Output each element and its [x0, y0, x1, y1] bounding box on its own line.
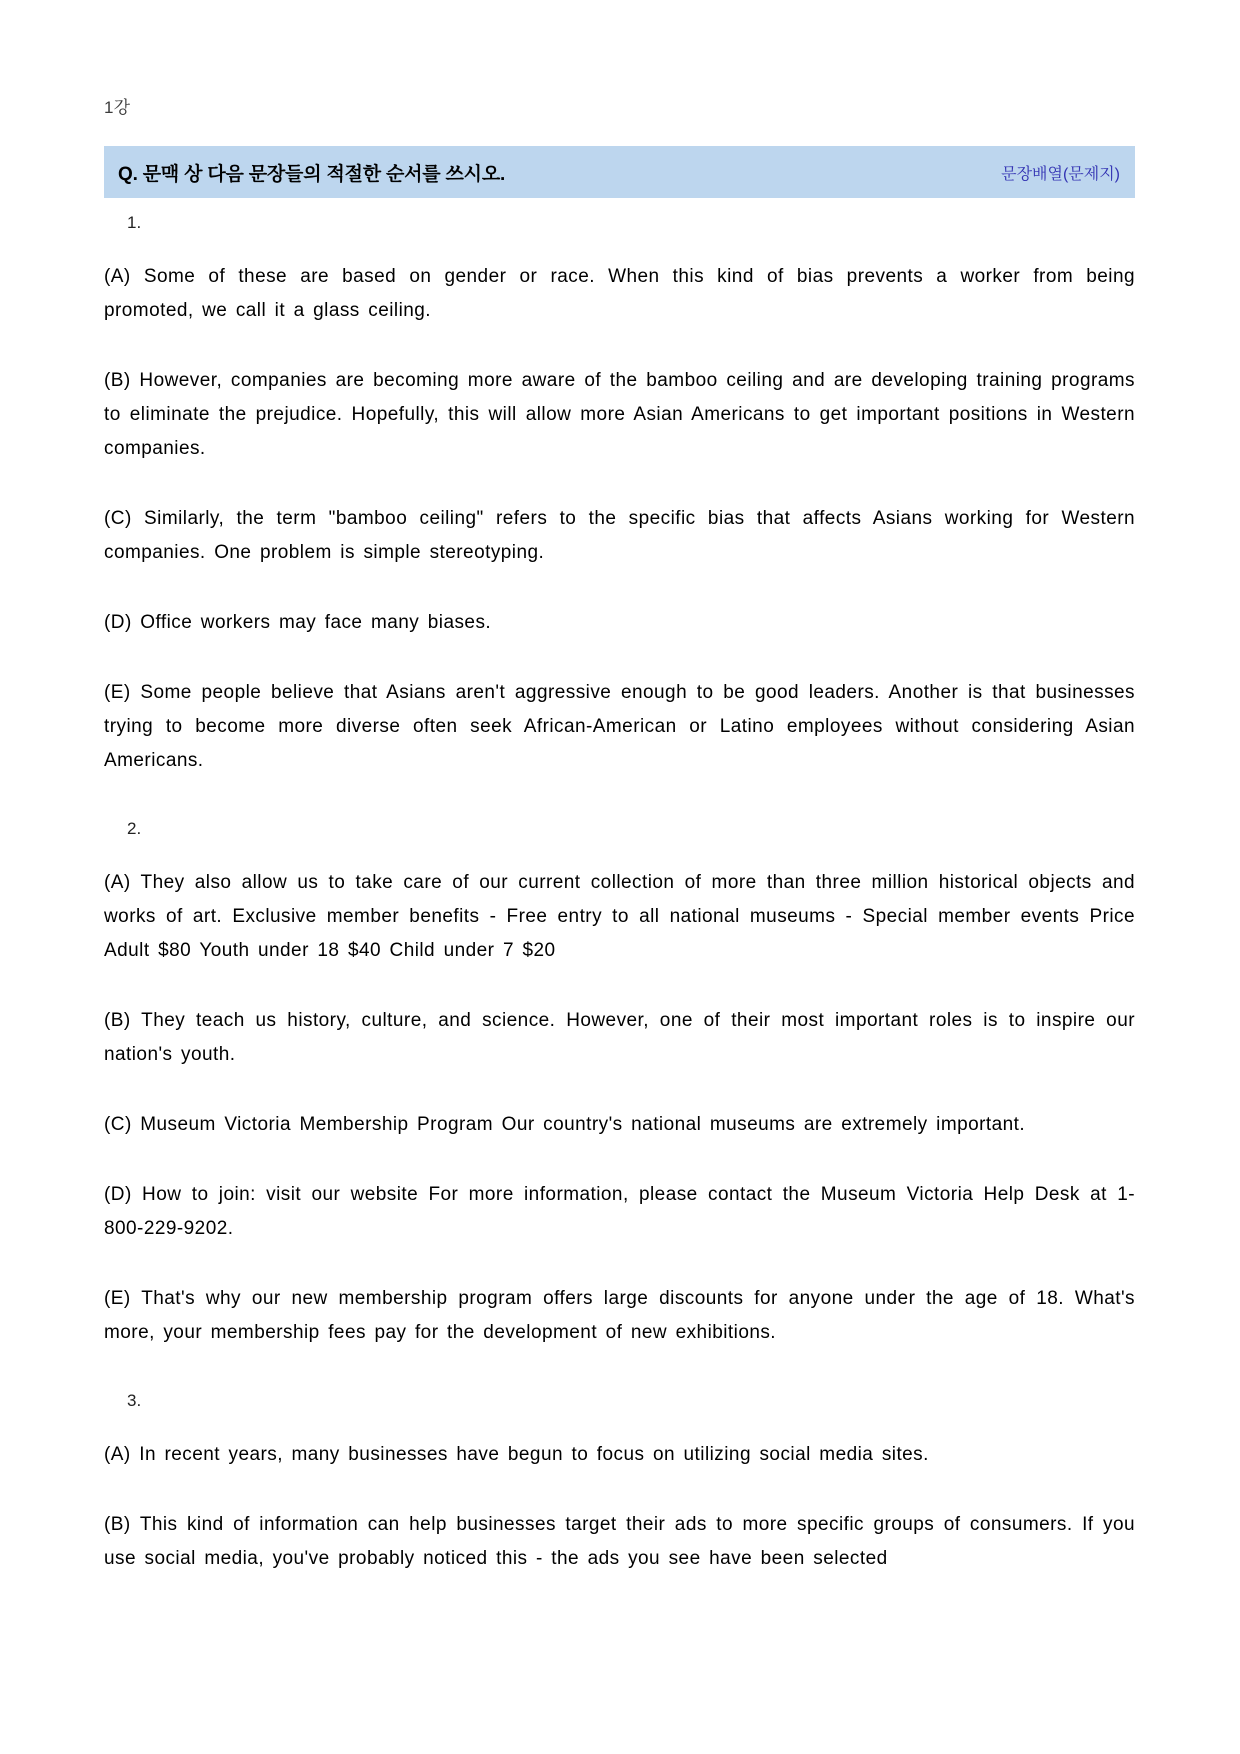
sentence-item-text: Office workers may face many biases. — [140, 612, 492, 633]
sentence-item — [104, 1004, 1135, 1072]
sentence-item — [104, 1108, 1135, 1142]
sentence-item-text: Museum Victoria Membership Program Our country's national museums are extremely important. — [140, 1114, 1026, 1135]
sentence-item-text: They also allow us to take care of our current collection of more than three million historical objects and works of art. Exclusive member benefits - Free entry to all national museums - Special member events Price Adult $80 Youth under 18 $40 Child under 7 $20 — [104, 872, 1135, 961]
question-block — [104, 1390, 1135, 1576]
sentence-item-text: Similarly, the term "bamboo ceiling" refers to the specific bias that affects Asians working for Western companies. One problem is simple stereotyping. — [104, 508, 1136, 563]
sentence-item — [104, 502, 1135, 570]
sentence-item-label: (E) — [104, 682, 131, 703]
sentence-item-label: (B) — [104, 1010, 131, 1031]
sentence-item-text: Some people believe that Asians aren't aggressive enough to be good leaders. Another is that businesses trying to become more diverse often seek African-American or Latino employees without considering Asian Americans. — [104, 682, 1135, 771]
sentence-item-text: How to join: visit our website For more information, please contact the Museum Victoria Help Desk at 1-800-229-9202. — [104, 1184, 1135, 1239]
question-number: 3. — [127, 1391, 142, 1410]
sentence-item-text: In recent years, many businesses have begun to focus on utilizing social media sites. — [139, 1444, 929, 1465]
question-block — [104, 818, 1135, 1350]
sentence-item — [104, 1178, 1135, 1246]
lesson-label: 1강 — [104, 98, 131, 117]
sentence-item-text: This kind of information can help businesses target their ads to more specific groups of consumers. If you use social media, you've probably noticed this - the ads you see have been selected — [104, 1514, 1135, 1569]
sentence-item-label: (A) — [104, 872, 131, 893]
sentence-item — [104, 1282, 1135, 1350]
question-number: 2. — [127, 819, 142, 838]
question-number: 1. — [127, 213, 142, 232]
sentence-item — [104, 260, 1135, 328]
sentence-item — [104, 1508, 1135, 1576]
question-type-label: 문장배열(문제지) — [1001, 165, 1120, 183]
question-block — [104, 212, 1135, 778]
sentence-item-label: (E) — [104, 1288, 131, 1309]
sentence-item-label: (A) — [104, 1444, 131, 1465]
sentence-item-label: (B) — [104, 1514, 131, 1535]
sentence-item-label: (C) — [104, 508, 132, 529]
sentence-item — [104, 606, 1135, 640]
sentence-item-label: (D) — [104, 1184, 132, 1205]
sentence-item-label: (C) — [104, 1114, 132, 1135]
sentence-item-text: However, companies are becoming more aware of the bamboo ceiling and are developing training programs to eliminate the prejudice. Hopefully, this will allow more Asian Americans to get important positions in Western companies. — [104, 370, 1135, 459]
sentence-item — [104, 676, 1135, 778]
sentence-item-label: (D) — [104, 612, 132, 633]
sentence-item — [104, 364, 1135, 466]
sentence-item-text: They teach us history, culture, and science. However, one of their most important roles is to inspire our nation's youth. — [104, 1010, 1135, 1065]
question-instruction: Q. 문맥 상 다음 문장들의 적절한 순서를 쓰시오. — [118, 163, 506, 185]
question-header-bar — [104, 146, 1135, 198]
questions-container — [104, 212, 1135, 1576]
sentence-item — [104, 1438, 1135, 1472]
sentence-item-text: Some of these are based on gender or race. When this kind of bias prevents a worker from being promoted, we call it a glass ceiling. — [104, 266, 1136, 321]
sentence-item-text: That's why our new membership program offers large discounts for anyone under the age of 18. What's more, your membership fees pay for the development of new exhibitions. — [104, 1288, 1135, 1343]
sentence-item-label: (A) — [104, 266, 131, 287]
sentence-item — [104, 866, 1135, 968]
sentence-item-label: (B) — [104, 370, 131, 391]
